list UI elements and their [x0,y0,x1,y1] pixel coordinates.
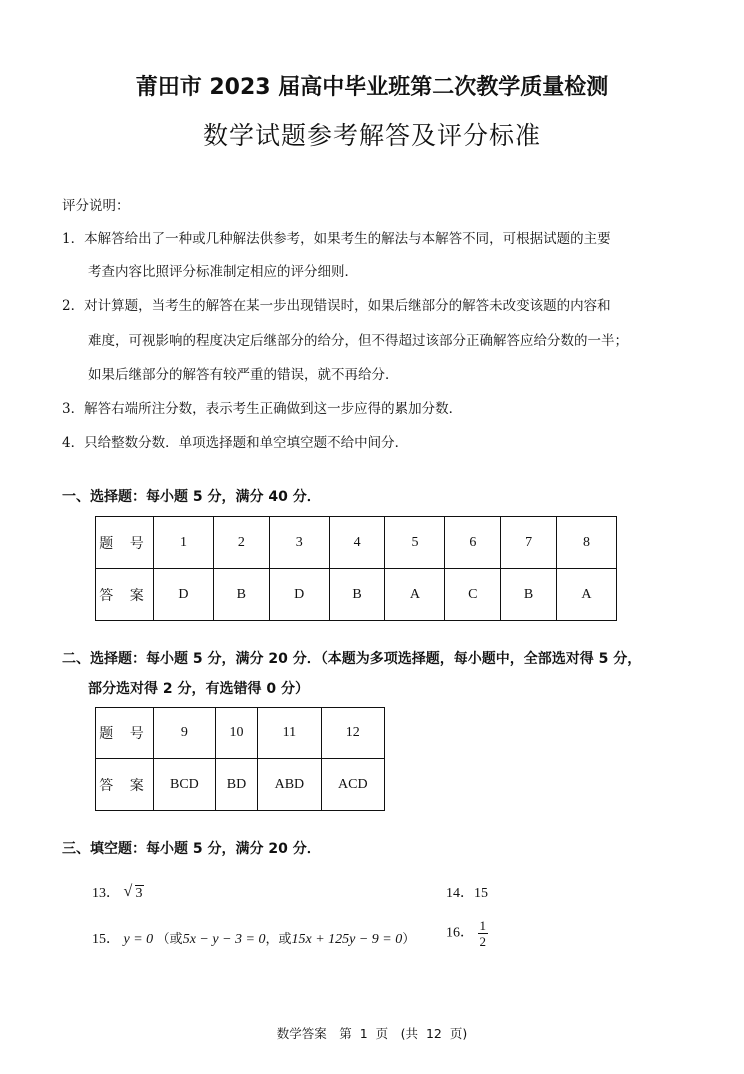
section-1-heading: 一、选择题：每小题 5 分，满分 40 分． [62,489,321,505]
note-item-1-line-2: 考查内容比照评分标准制定相应的评分细则． [88,264,358,280]
row-label-number: 题 号 [96,517,154,569]
fraction-denominator: 2 [479,934,486,949]
row-label-answer: 答 案 [96,569,154,621]
note-item-2-line-2: 难度，可视影响的程度决定后继部分的给分，但不得超过该部分正确解答应给分数的一半； [88,333,628,349]
document-subtitle: 数学试题参考解答及评分标准 [202,121,541,150]
section-1-answer-table [95,516,617,621]
question-label-15: 15． [92,932,120,947]
answer-alt-1: 5x − y − 3 = 0 [182,932,266,947]
question-number-cell: 12 [321,708,384,759]
question-number-row [96,708,385,759]
notes-heading: 评分说明： [62,198,130,214]
question-label-13: 13． [92,886,120,901]
alt-suffix: ） [402,932,416,947]
question-number-cell: 6 [445,517,501,569]
answer-cell: ABD [258,759,321,811]
section-2-answer-table [95,707,385,811]
radicand: 3 [135,886,143,901]
alt-separator: ，或 [265,932,292,947]
answer-cell: B [501,569,557,621]
note-item-3: 3．解答右端所注分数，表示考生正确做到这一步应得的累加分数． [62,401,463,417]
answer-cell: BCD [154,759,216,811]
section-2-heading-line-1: 二、选择题：每小题 5 分，满分 20 分．（本题为多项选择题，每小题中，全部选对得 5 分， [62,651,642,667]
radical-sign: √ [123,883,133,900]
question-number-cell: 8 [556,517,616,569]
answer-cell: B [213,569,269,621]
answer-cell: BD [215,759,257,811]
answer-row [96,569,617,621]
answer-cell: D [154,569,214,621]
question-label-14: 14． [446,886,474,901]
sqrt-answer [123,883,144,902]
question-number-cell: 2 [213,517,269,569]
answer-main-15: y = 0 [123,932,154,947]
question-number-row [96,517,617,569]
fill-answer-15 [92,928,415,948]
question-number-cell: 1 [154,517,214,569]
fraction-numerator: 1 [479,918,486,933]
document-title: 莆田市 2023 届高中毕业班第二次教学质量检测 [135,75,609,100]
row-label-answer: 答 案 [96,759,154,811]
fill-answer-13 [92,882,144,902]
question-number-cell: 4 [329,517,385,569]
answer-cell: B [329,569,385,621]
row-label-number: 题 号 [96,708,154,759]
note-item-1-line-1: 1．本解答给出了一种或几种解法供参考，如果考生的解法与本解答不同，可根据试题的主要 [62,231,611,247]
question-number-cell: 9 [154,708,216,759]
question-number-cell: 5 [385,517,445,569]
answer-cell: ACD [321,759,384,811]
answer-cell: A [556,569,616,621]
note-item-2-line-3: 如果后继部分的解答有较严重的错误，就不再给分． [88,367,399,383]
fill-answer-14 [446,882,488,902]
answer-cell: A [385,569,445,621]
question-number-cell: 7 [501,517,557,569]
answer-cell: C [445,569,501,621]
fraction-answer [478,918,489,949]
note-item-2-line-1: 2．对计算题，当考生的解答在某一步出现错误时，如果后继部分的解答未改变该题的内容和 [62,298,611,314]
fill-answer-16 [446,918,488,949]
question-number-cell: 3 [269,517,329,569]
alt-prefix: （或 [156,932,183,947]
page-footer: 数学答案 第 1 页 (共 12 页) [276,1026,468,1041]
section-2-heading-line-2: 部分选对得 2 分，有选错得 0 分） [88,681,309,697]
note-item-4: 4．只给整数分数．单项选择题和单空填空题不给中间分． [62,435,409,451]
question-label-16: 16． [446,925,474,941]
section-3-heading: 三、填空题：每小题 5 分，满分 20 分． [62,841,321,857]
question-number-cell: 10 [215,708,257,759]
answer-cell: D [269,569,329,621]
question-number-cell: 11 [258,708,321,759]
answer-row [96,759,385,811]
answer-alt-2: 15x + 125y − 9 = 0 [291,932,403,947]
answer-value-14: 15 [474,886,488,901]
